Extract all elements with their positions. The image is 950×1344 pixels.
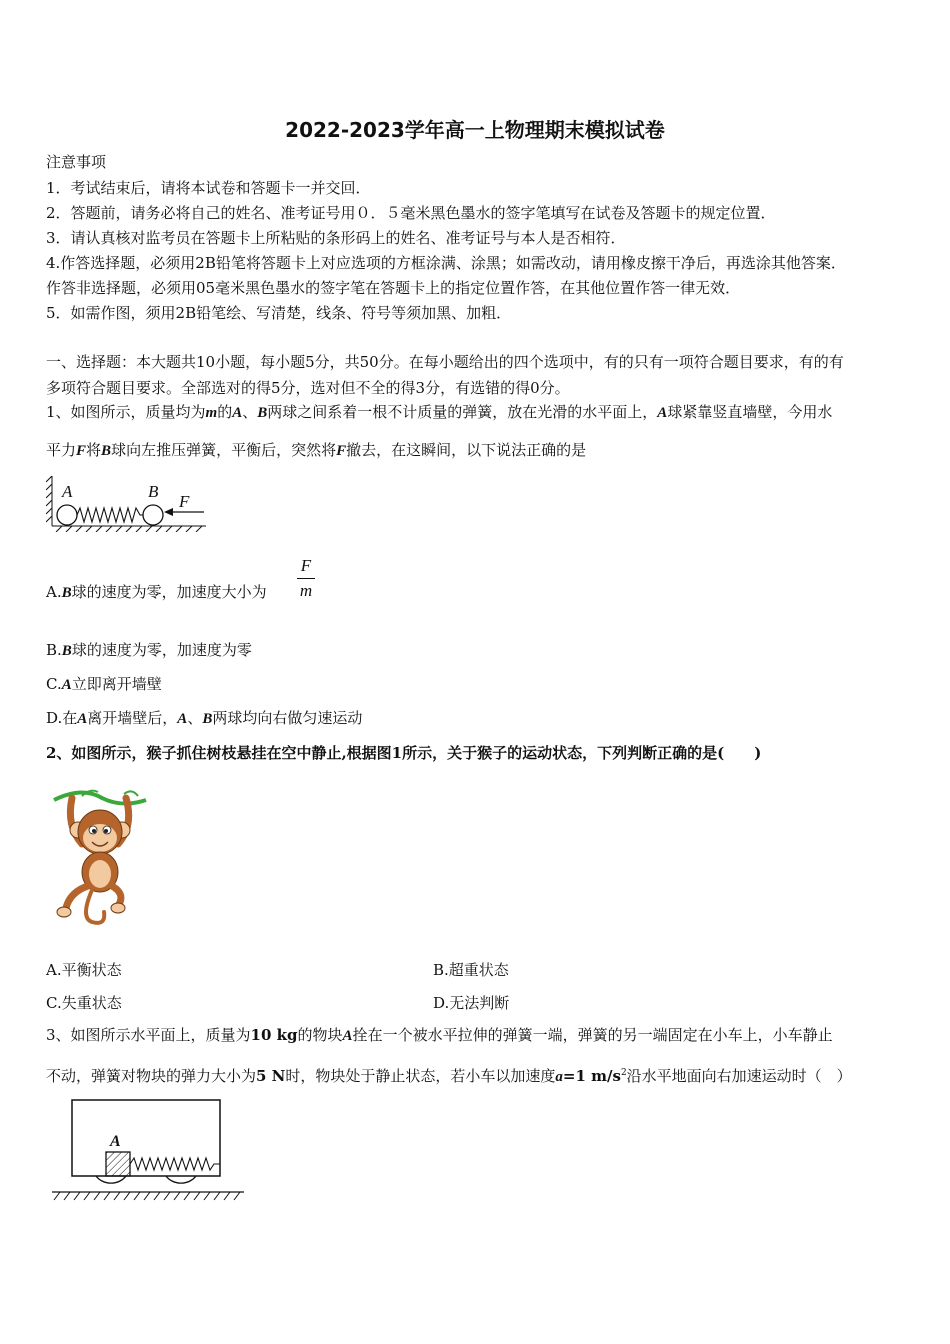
option-text: 球的速度为零，加速度大小为 bbox=[71, 583, 267, 601]
exam-title: 2022-2023学年高一上物理期末模拟试卷 bbox=[285, 118, 665, 142]
q1-text: 1、如图所示，质量均为 bbox=[46, 403, 206, 421]
block-a bbox=[106, 1152, 130, 1176]
q1-stem-line-2 bbox=[46, 440, 586, 461]
q1-option-d[interactable] bbox=[46, 708, 362, 729]
notice-item-5: 5．如需作图，须用2B铅笔绘、写清楚，线条、符号等须加黑、加粗． bbox=[46, 304, 512, 322]
q2-option-d[interactable]: D.无法判断 bbox=[433, 994, 510, 1012]
q1-var-a: A bbox=[61, 677, 72, 693]
notice-item-3: 3．请认真核对监考员在答题卡上所粘贴的条形码上的姓名、准考证号与本人是否相符． bbox=[46, 229, 626, 247]
q3-text: 拴在一个被水平拉伸的弹簧一端，弹簧的另一端固定在小车上，小车静止 bbox=[352, 1026, 833, 1044]
option-text: 、 bbox=[187, 709, 203, 727]
q1-var-a: A bbox=[232, 405, 243, 421]
ball-a bbox=[57, 505, 77, 525]
q2-stem: 2、如图所示，猴子抓住树枝悬挂在空中静止,根据图1所示，关于猴子的运动状态，下列判断正确的是( ) bbox=[46, 744, 762, 762]
q1-text: 、 bbox=[242, 403, 258, 421]
q1-var-a: A bbox=[177, 711, 188, 727]
option-text: 球的速度为零，加速度为零 bbox=[71, 641, 252, 659]
q3-var-accel: a bbox=[555, 1069, 563, 1085]
option-text: 两球均向右做匀速运动 bbox=[212, 709, 363, 727]
option-letter: B. bbox=[46, 641, 62, 659]
q1-var-b: B bbox=[257, 405, 268, 421]
ground-hatch bbox=[54, 1192, 240, 1200]
q1-option-c[interactable] bbox=[46, 674, 162, 695]
ball-b bbox=[143, 505, 163, 525]
q1-var-a: A bbox=[657, 405, 668, 421]
option-text: 立即离开墙壁 bbox=[71, 675, 162, 693]
q1-var-a: A bbox=[77, 711, 88, 727]
q1-text: 撤去，在这瞬间，以下说法正确的是 bbox=[346, 441, 587, 459]
option-letter: A. bbox=[46, 583, 62, 601]
monkey-illustration bbox=[52, 786, 148, 928]
q2-option-c[interactable]: C.失重状态 bbox=[46, 994, 122, 1012]
q3-exponent: 2 bbox=[620, 1068, 627, 1078]
q1-var-m: m bbox=[205, 405, 218, 421]
q1-var-b: B bbox=[101, 443, 112, 459]
cart-body bbox=[72, 1100, 220, 1176]
q1-text: 将 bbox=[86, 441, 102, 459]
q3-text: 的物块 bbox=[297, 1026, 343, 1044]
q3-accel-value: =1 m/s bbox=[562, 1067, 621, 1085]
notice-heading: 注意事项 bbox=[46, 153, 107, 171]
q3-var-a: A bbox=[342, 1028, 353, 1044]
force-arrow-head bbox=[164, 508, 173, 516]
q1-text: 球向左推压弹簧，平衡后，突然将 bbox=[111, 441, 337, 459]
q3-text: 3、如图所示水平面上，质量为 bbox=[46, 1026, 251, 1044]
fraction-numerator: F bbox=[300, 556, 312, 575]
q3-text: 沿水平地面向右加速运动时（ ） bbox=[626, 1067, 852, 1085]
label-f: F bbox=[179, 492, 190, 511]
label-a: A bbox=[62, 482, 73, 501]
q1-text: 的 bbox=[217, 403, 233, 421]
q3-stem-line-1 bbox=[46, 1025, 833, 1046]
option-letter: C. bbox=[46, 675, 62, 693]
q1-var-f: F bbox=[336, 443, 347, 459]
q1-text: 球紧靠竖直墙壁，今用水 bbox=[667, 403, 833, 421]
q3-stem-line-2 bbox=[46, 1063, 852, 1087]
q2-option-a[interactable]: A.平衡状态 bbox=[46, 961, 122, 979]
notice-item-1: 1．考试结束后，请将本试卷和答题卡一并交回． bbox=[46, 179, 371, 197]
q1-var-f: F bbox=[76, 443, 87, 459]
notice-item-4-cont: 作答非选择题，必须用05毫米黑色墨水的签字笔在答题卡上的指定位置作答，在其他位置作答一律无效． bbox=[46, 279, 741, 297]
spring bbox=[77, 508, 143, 522]
q1-spring-figure bbox=[46, 470, 216, 532]
fraction-bar bbox=[297, 578, 315, 579]
section-intro-line-1: 一、选择题：本大题共10小题，每小题5分，共50分。在每小题给出的四个选项中，有的只有一项符合题目要求，有的有 bbox=[46, 353, 844, 371]
q1-var-b: B bbox=[61, 585, 72, 601]
label-b: B bbox=[148, 482, 159, 501]
label-a: A bbox=[110, 1133, 121, 1150]
option-letter: D.在 bbox=[46, 709, 78, 727]
option-text: 离开墙壁后， bbox=[87, 709, 178, 727]
q3-text: 时，物块处于静止状态，若小车以加速度 bbox=[285, 1067, 556, 1085]
q1-var-b: B bbox=[202, 711, 213, 727]
fraction-denominator: m bbox=[299, 581, 313, 600]
q3-mass: 10 kg bbox=[250, 1026, 298, 1044]
wheel-right bbox=[166, 1176, 196, 1183]
q3-text: 不动，弹簧对物块的弹力大小为 bbox=[46, 1067, 257, 1085]
notice-item-4: 4.作答选择题，必须用2B铅笔将答题卡上对应选项的方框涂满、涂黑；如需改动，请用橡皮擦干净后，再选涂其他答案． bbox=[46, 254, 846, 272]
q1-text: 两球之间系着一根不计质量的弹簧，放在光滑的水平面上， bbox=[267, 403, 658, 421]
q3-cart-figure bbox=[50, 1096, 246, 1202]
q2-option-b[interactable]: B.超重状态 bbox=[433, 961, 509, 979]
section-intro-line-2: 多项符合题目要求。全部选对的得5分，选对但不全的得3分，有选错的得0分。 bbox=[46, 379, 570, 397]
wheel-left bbox=[96, 1176, 126, 1183]
q3-force: 5 N bbox=[256, 1067, 286, 1085]
q1-option-b[interactable] bbox=[46, 640, 252, 661]
notice-item-2: 2．答题前，请务必将自己的姓名、准考证号用０．５毫米黑色墨水的签字笔填写在试卷及答题卡的规定位置． bbox=[46, 204, 776, 222]
q1-text: 平力 bbox=[46, 441, 77, 459]
q1-stem-line-1 bbox=[46, 402, 832, 423]
q1-var-b: B bbox=[61, 643, 72, 659]
q1-option-a[interactable] bbox=[46, 582, 267, 603]
